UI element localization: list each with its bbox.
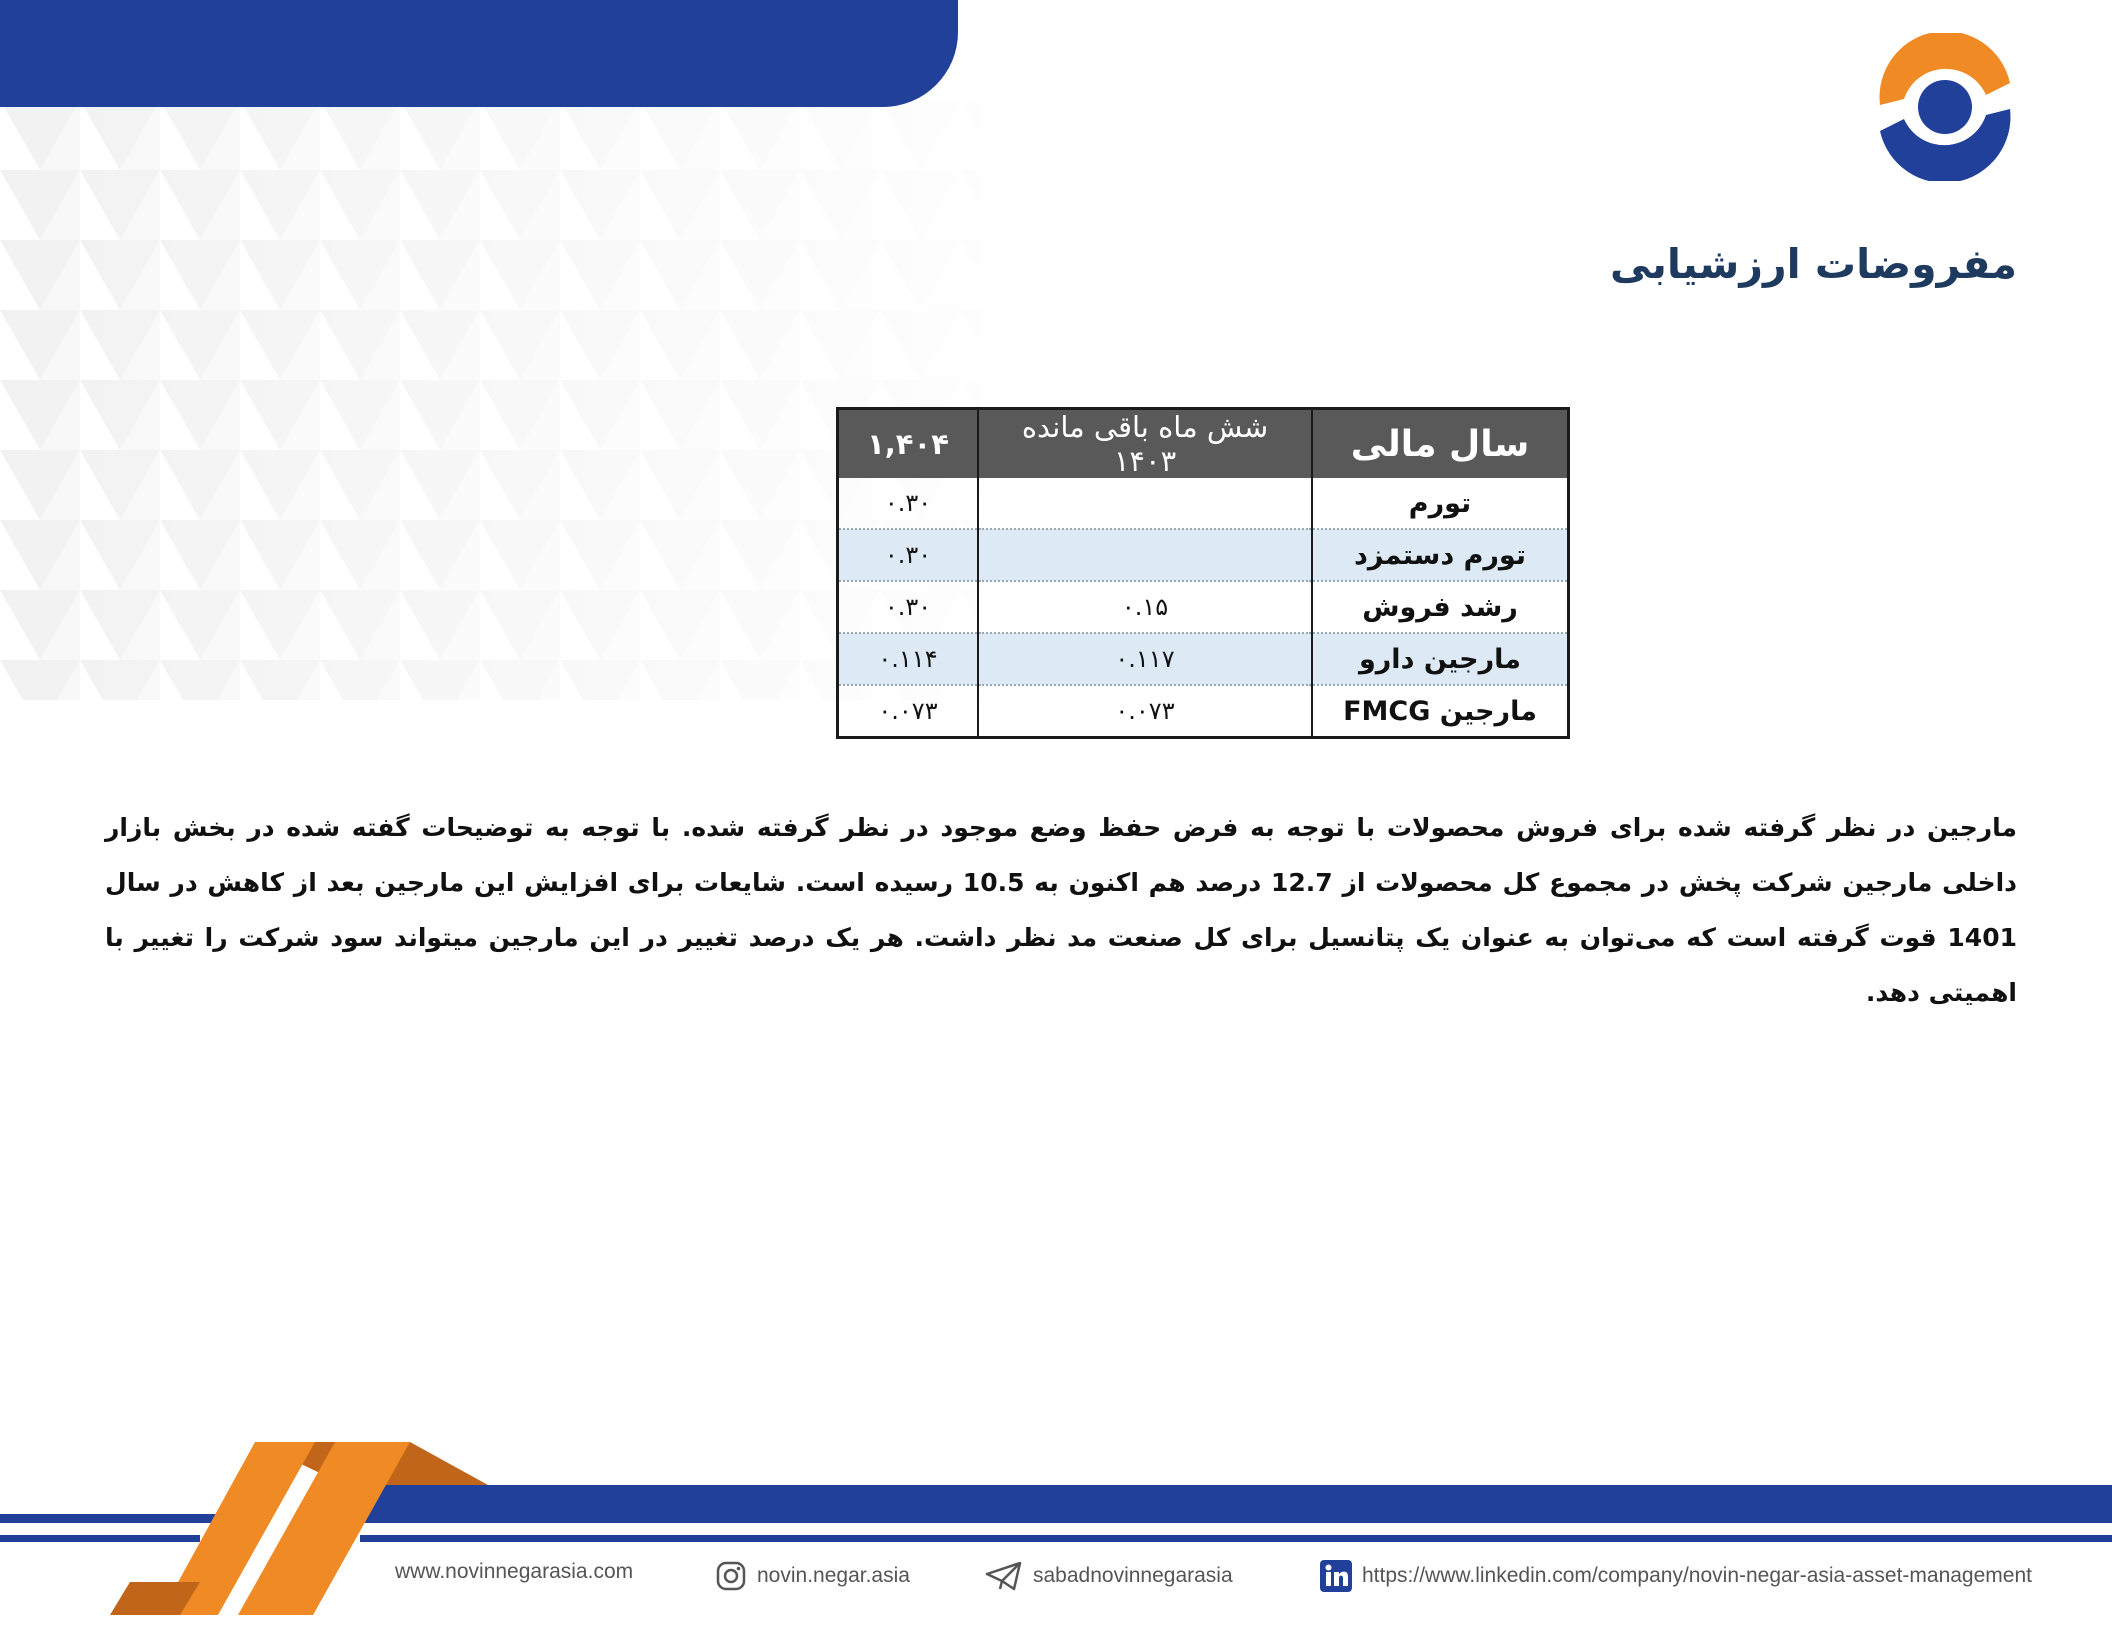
row-label: مارجین دارو [1312,633,1569,685]
linkedin-link[interactable] [1320,1560,2032,1592]
cell-1403: ۰.۱۵ [978,581,1312,633]
linkedin-url: https://www.linkedin.com/company/novin-negar-asia-asset-management [1362,1564,2032,1587]
table-row [838,529,1569,581]
table-row [838,685,1569,738]
telegram-link[interactable] [985,1560,1233,1592]
row-label: مارجین FMCG [1312,685,1569,738]
paragraph-text: رسیده است. شایعات برای افزایش این مارجین بعد از کاهش در سال [105,868,963,897]
website-link[interactable] [395,1560,633,1584]
cell-1404: ۰.۳۰ [838,529,979,581]
paragraph-text: مارجین در نظر گرفته شده برای فروش محصولات با توجه به فرض حفظ وضع موجود در نظر گرفته شده. با توجه به توضیحات گفته شده در بخش بازار داخلی مارجین شرکت پخش در مجموع کل محصولات از [105,813,2017,897]
instagram-icon [715,1560,747,1592]
paragraph-text: قوت گرفته است که می‌توان به عنوان یک پتانسیل برای کل صنعت مد نظر داشت. هر یک درصد تغییر در این مارجین میتواند سود شرکت را تغییر با اهمیتی دهد. [105,923,2017,1007]
website-text: www.novinnegarasia.com [395,1560,634,1583]
paragraph-number: 10.5 [962,868,1025,897]
page-title: مفروضات ارزشیابی [1610,240,2017,288]
company-logo-icon [1862,33,2028,181]
cell-1404: ۰.۳۰ [838,581,979,633]
row-label: رشد فروش [1312,581,1569,633]
linkedin-icon [1320,1560,1352,1592]
assumptions-table [836,407,1570,739]
paragraph-text: درصد هم اکنون به [1024,868,1271,897]
table-row [838,581,1569,633]
cell-1404: ۰.۳۰ [838,478,979,529]
footer-decoration [0,1440,2112,1620]
row-label: تورم [1312,478,1569,529]
header-six-months-1403: شش ماه باقی مانده ۱۴۰۳ [978,409,1312,479]
instagram-handle: novin.negar.asia [757,1564,910,1587]
table-row [838,633,1569,685]
telegram-icon [985,1560,1023,1592]
cell-1404: ۰.۱۱۴ [838,633,979,685]
table-row [838,478,1569,529]
paragraph-number: 12.7 [1270,868,1333,897]
telegram-handle: sabadnovinnegarasia [1033,1564,1233,1587]
cell-1403 [978,529,1312,581]
header-fiscal-year: سال مالی [1312,409,1569,479]
top-banner [0,0,958,107]
cell-1404: ۰.۰۷۳ [838,685,979,738]
cell-1403: ۰.۱۱۷ [978,633,1312,685]
description-paragraph [105,800,2017,1020]
header-1404: ۱,۴۰۴ [838,409,979,479]
cell-1403 [978,478,1312,529]
cell-1403: ۰.۰۷۳ [978,685,1312,738]
table-header-row [838,409,1569,479]
paragraph-number: 1401 [1947,923,2017,952]
row-label: تورم دستمزد [1312,529,1569,581]
instagram-link[interactable] [715,1560,910,1592]
